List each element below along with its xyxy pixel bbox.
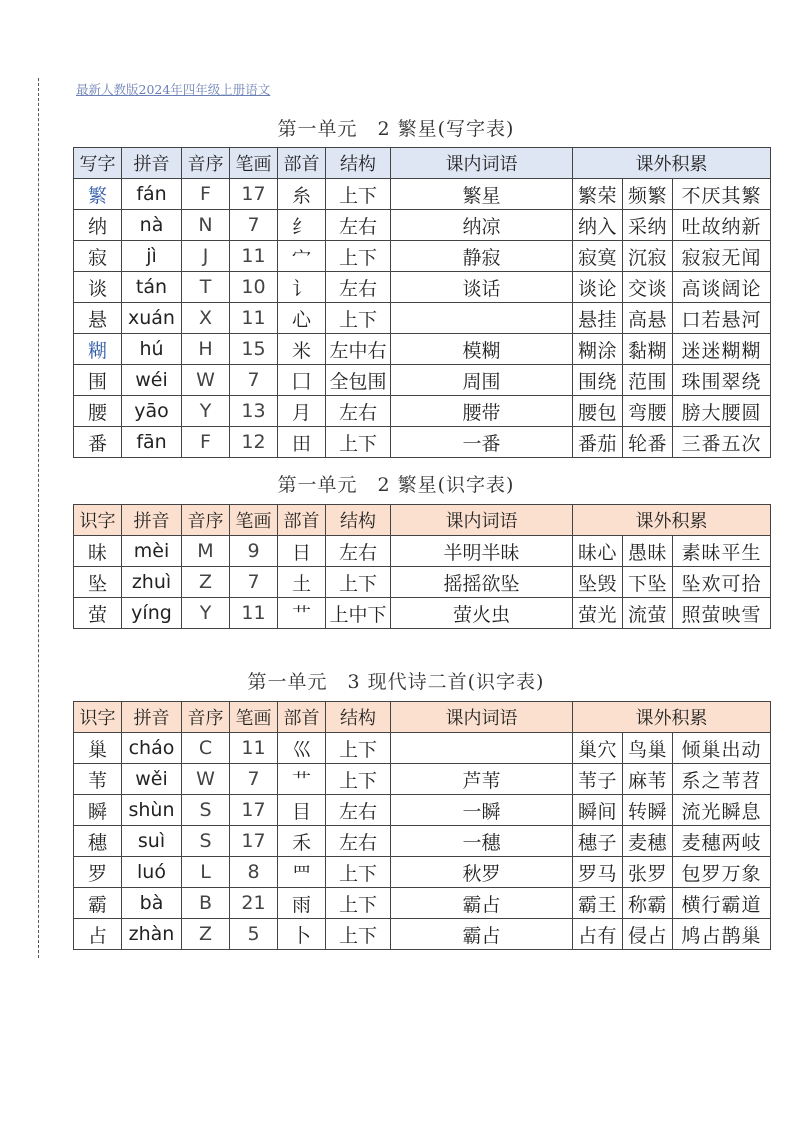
- radical-cell: 糸: [278, 179, 326, 210]
- char-cell: 苇: [74, 764, 122, 795]
- extra-word-cell: 交谈: [623, 272, 673, 303]
- section-title-3: 第一单元 3 现代诗二首(识字表): [247, 671, 545, 693]
- extra-word-cell: 坠毁: [573, 567, 623, 598]
- radical-cell: 讠: [278, 272, 326, 303]
- extra-word-cell: 繁荣: [573, 179, 623, 210]
- char-cell: 谈: [74, 272, 122, 303]
- header-structure: 结构: [326, 702, 391, 733]
- table-row: [74, 536, 771, 567]
- table-row: [74, 427, 771, 458]
- extra-word-cell: 流萤: [623, 598, 673, 629]
- radical-cell: 米: [278, 334, 326, 365]
- header-order: 音序: [182, 702, 230, 733]
- order-cell: Y: [182, 598, 230, 629]
- char-cell: 巢: [74, 733, 122, 764]
- extra-word-cell: 纳入: [573, 210, 623, 241]
- extra-idiom-cell: 迷迷糊糊: [673, 334, 771, 365]
- word-cell: 纳凉: [391, 210, 573, 241]
- char-cell: 悬: [74, 303, 122, 334]
- word-cell: 摇摇欲坠: [391, 567, 573, 598]
- extra-word-cell: 频繁: [623, 179, 673, 210]
- radical-cell: 心: [278, 303, 326, 334]
- structure-cell: 左右: [326, 536, 391, 567]
- pinyin-cell: yíng: [122, 598, 182, 629]
- table-row: [74, 272, 771, 303]
- header-row: [74, 505, 771, 536]
- structure-cell: 上下: [326, 919, 391, 950]
- table-row: [74, 396, 771, 427]
- char-cell: 糊: [74, 334, 122, 365]
- extra-word-cell: 鸟巢: [623, 733, 673, 764]
- section-title-1: 第一单元 2 繁星(写字表): [277, 118, 515, 140]
- radical-cell: 月: [278, 396, 326, 427]
- word-cell: 静寂: [391, 241, 573, 272]
- header-extra: 课外积累: [573, 702, 771, 733]
- extra-word-cell: 罗马: [573, 857, 623, 888]
- header-extra: 课外积累: [573, 148, 771, 179]
- order-cell: H: [182, 334, 230, 365]
- extra-word-cell: 苇子: [573, 764, 623, 795]
- header-char: 识字: [74, 505, 122, 536]
- section-title-2: 第一单元 2 繁星(识字表): [277, 474, 515, 496]
- radical-cell: 宀: [278, 241, 326, 272]
- char-cell: 占: [74, 919, 122, 950]
- strokes-cell: 21: [230, 888, 278, 919]
- strokes-cell: 9: [230, 536, 278, 567]
- word-cell: 模糊: [391, 334, 573, 365]
- header-row: [74, 702, 771, 733]
- char-cell: 坠: [74, 567, 122, 598]
- header-pinyin: 拼音: [122, 702, 182, 733]
- extra-word-cell: 霸王: [573, 888, 623, 919]
- structure-cell: 左右: [326, 826, 391, 857]
- structure-cell: 上下: [326, 764, 391, 795]
- order-cell: S: [182, 795, 230, 826]
- read-table-fanxing: [73, 504, 771, 629]
- strokes-cell: 17: [230, 826, 278, 857]
- table-row: [74, 241, 771, 272]
- radical-cell: 雨: [278, 888, 326, 919]
- strokes-cell: 5: [230, 919, 278, 950]
- extra-word-cell: 谈论: [573, 272, 623, 303]
- radical-cell: 纟: [278, 210, 326, 241]
- order-cell: J: [182, 241, 230, 272]
- char-cell: 瞬: [74, 795, 122, 826]
- order-cell: W: [182, 365, 230, 396]
- extra-word-cell: 萤光: [573, 598, 623, 629]
- extra-word-cell: 侵占: [623, 919, 673, 950]
- extra-word-cell: 采纳: [623, 210, 673, 241]
- extra-word-cell: 张罗: [623, 857, 673, 888]
- word-cell: [391, 303, 573, 334]
- order-cell: X: [182, 303, 230, 334]
- radical-cell: 卜: [278, 919, 326, 950]
- extra-word-cell: 围绕: [573, 365, 623, 396]
- strokes-cell: 12: [230, 427, 278, 458]
- order-cell: L: [182, 857, 230, 888]
- word-cell: 霸占: [391, 888, 573, 919]
- word-cell: 谈话: [391, 272, 573, 303]
- order-cell: F: [182, 179, 230, 210]
- pinyin-cell: wéi: [122, 365, 182, 396]
- char-cell: 萤: [74, 598, 122, 629]
- pinyin-cell: nà: [122, 210, 182, 241]
- order-cell: W: [182, 764, 230, 795]
- word-cell: 芦苇: [391, 764, 573, 795]
- pinyin-cell: shùn: [122, 795, 182, 826]
- order-cell: M: [182, 536, 230, 567]
- extra-idiom-cell: 倾巢出动: [673, 733, 771, 764]
- radical-cell: 囗: [278, 365, 326, 396]
- extra-idiom-cell: 麦穗两岐: [673, 826, 771, 857]
- strokes-cell: 7: [230, 764, 278, 795]
- word-cell: 一番: [391, 427, 573, 458]
- pinyin-cell: fán: [122, 179, 182, 210]
- header-pinyin: 拼音: [122, 505, 182, 536]
- table-row: [74, 334, 771, 365]
- structure-cell: 左右: [326, 795, 391, 826]
- structure-cell: 上下: [326, 567, 391, 598]
- order-cell: F: [182, 427, 230, 458]
- word-cell: 秋罗: [391, 857, 573, 888]
- strokes-cell: 11: [230, 241, 278, 272]
- radical-cell: 艹: [278, 764, 326, 795]
- extra-word-cell: 番茄: [573, 427, 623, 458]
- header-structure: 结构: [326, 505, 391, 536]
- radical-cell: 罒: [278, 857, 326, 888]
- structure-cell: 上下: [326, 179, 391, 210]
- header-strokes: 笔画: [230, 148, 278, 179]
- extra-word-cell: 愚昧: [623, 536, 673, 567]
- header-char: 识字: [74, 702, 122, 733]
- char-cell: 昧: [74, 536, 122, 567]
- pinyin-cell: fān: [122, 427, 182, 458]
- table-row: [74, 598, 771, 629]
- order-cell: B: [182, 888, 230, 919]
- extra-idiom-cell: 口若悬河: [673, 303, 771, 334]
- extra-word-cell: 悬挂: [573, 303, 623, 334]
- extra-word-cell: 糊涂: [573, 334, 623, 365]
- extra-word-cell: 黏糊: [623, 334, 673, 365]
- extra-word-cell: 转瞬: [623, 795, 673, 826]
- structure-cell: 上下: [326, 303, 391, 334]
- extra-idiom-cell: 不厌其繁: [673, 179, 771, 210]
- pinyin-cell: cháo: [122, 733, 182, 764]
- pinyin-cell: xuán: [122, 303, 182, 334]
- extra-idiom-cell: 珠围翠绕: [673, 365, 771, 396]
- char-cell: 穗: [74, 826, 122, 857]
- table-row: [74, 888, 771, 919]
- order-cell: C: [182, 733, 230, 764]
- pinyin-cell: bà: [122, 888, 182, 919]
- strokes-cell: 10: [230, 272, 278, 303]
- pinyin-cell: hú: [122, 334, 182, 365]
- word-cell: 霸占: [391, 919, 573, 950]
- margin-dashed-line: [38, 78, 39, 958]
- extra-idiom-cell: 膀大腰圆: [673, 396, 771, 427]
- pinyin-cell: yāo: [122, 396, 182, 427]
- structure-cell: 左中右: [326, 334, 391, 365]
- pinyin-cell: zhuì: [122, 567, 182, 598]
- strokes-cell: 11: [230, 598, 278, 629]
- extra-idiom-cell: 照萤映雪: [673, 598, 771, 629]
- extra-idiom-cell: 鸠占鹊巢: [673, 919, 771, 950]
- structure-cell: 上下: [326, 857, 391, 888]
- header-radical: 部首: [278, 702, 326, 733]
- table-row: [74, 179, 771, 210]
- extra-word-cell: 下坠: [623, 567, 673, 598]
- extra-word-cell: 称霸: [623, 888, 673, 919]
- header-words: 课内词语: [391, 148, 573, 179]
- char-cell: 罗: [74, 857, 122, 888]
- read-table-poems: [73, 701, 771, 950]
- structure-cell: 全包围: [326, 365, 391, 396]
- char-cell: 围: [74, 365, 122, 396]
- order-cell: S: [182, 826, 230, 857]
- word-cell: 周围: [391, 365, 573, 396]
- order-cell: N: [182, 210, 230, 241]
- radical-cell: 目: [278, 795, 326, 826]
- write-table-fanxing: [73, 147, 771, 458]
- extra-word-cell: 穗子: [573, 826, 623, 857]
- table-row: [74, 764, 771, 795]
- pinyin-cell: zhàn: [122, 919, 182, 950]
- table-row: [74, 210, 771, 241]
- table-row: [74, 365, 771, 396]
- char-cell: 霸: [74, 888, 122, 919]
- strokes-cell: 7: [230, 567, 278, 598]
- header-strokes: 笔画: [230, 702, 278, 733]
- table-row: [74, 919, 771, 950]
- word-cell: 一瞬: [391, 795, 573, 826]
- structure-cell: 上下: [326, 888, 391, 919]
- char-cell: 繁: [74, 179, 122, 210]
- structure-cell: 左右: [326, 396, 391, 427]
- extra-idiom-cell: 系之苇苕: [673, 764, 771, 795]
- extra-word-cell: 瞬间: [573, 795, 623, 826]
- extra-word-cell: 轮番: [623, 427, 673, 458]
- header-extra: 课外积累: [573, 505, 771, 536]
- header-radical: 部首: [278, 148, 326, 179]
- char-cell: 腰: [74, 396, 122, 427]
- strokes-cell: 17: [230, 179, 278, 210]
- order-cell: Y: [182, 396, 230, 427]
- char-cell: 番: [74, 427, 122, 458]
- structure-cell: 上中下: [326, 598, 391, 629]
- header-words: 课内词语: [391, 505, 573, 536]
- order-cell: Z: [182, 919, 230, 950]
- header-link[interactable]: 最新人教版2024年四年级上册语文: [76, 82, 271, 97]
- word-cell: 繁星: [391, 179, 573, 210]
- radical-cell: 土: [278, 567, 326, 598]
- radical-cell: 禾: [278, 826, 326, 857]
- pinyin-cell: wěi: [122, 764, 182, 795]
- extra-idiom-cell: 素昧平生: [673, 536, 771, 567]
- extra-word-cell: 腰包: [573, 396, 623, 427]
- header-words: 课内词语: [391, 702, 573, 733]
- strokes-cell: 8: [230, 857, 278, 888]
- extra-word-cell: 沉寂: [623, 241, 673, 272]
- extra-idiom-cell: 横行霸道: [673, 888, 771, 919]
- header-structure: 结构: [326, 148, 391, 179]
- header-char: 写字: [74, 148, 122, 179]
- extra-idiom-cell: 包罗万象: [673, 857, 771, 888]
- extra-idiom-cell: 流光瞬息: [673, 795, 771, 826]
- table-row: [74, 733, 771, 764]
- structure-cell: 上下: [326, 427, 391, 458]
- table-row: [74, 826, 771, 857]
- pinyin-cell: mèi: [122, 536, 182, 567]
- strokes-cell: 13: [230, 396, 278, 427]
- radical-cell: 日: [278, 536, 326, 567]
- extra-word-cell: 弯腰: [623, 396, 673, 427]
- extra-idiom-cell: 三番五次: [673, 427, 771, 458]
- radical-cell: 巛: [278, 733, 326, 764]
- extra-word-cell: 寂寞: [573, 241, 623, 272]
- extra-word-cell: 范围: [623, 365, 673, 396]
- table-row: [74, 303, 771, 334]
- extra-idiom-cell: 坠欢可拾: [673, 567, 771, 598]
- word-cell: [391, 733, 573, 764]
- char-cell: 寂: [74, 241, 122, 272]
- pinyin-cell: luó: [122, 857, 182, 888]
- table-row: [74, 567, 771, 598]
- pinyin-cell: suì: [122, 826, 182, 857]
- header-order: 音序: [182, 148, 230, 179]
- strokes-cell: 11: [230, 733, 278, 764]
- extra-word-cell: 昧心: [573, 536, 623, 567]
- strokes-cell: 7: [230, 210, 278, 241]
- header-strokes: 笔画: [230, 505, 278, 536]
- header-order: 音序: [182, 505, 230, 536]
- radical-cell: 艹: [278, 598, 326, 629]
- word-cell: 一穗: [391, 826, 573, 857]
- extra-word-cell: 巢穴: [573, 733, 623, 764]
- header-radical: 部首: [278, 505, 326, 536]
- extra-idiom-cell: 高谈阔论: [673, 272, 771, 303]
- structure-cell: 上下: [326, 241, 391, 272]
- table-row: [74, 795, 771, 826]
- pinyin-cell: tán: [122, 272, 182, 303]
- strokes-cell: 7: [230, 365, 278, 396]
- extra-word-cell: 麦穗: [623, 826, 673, 857]
- word-cell: 萤火虫: [391, 598, 573, 629]
- strokes-cell: 11: [230, 303, 278, 334]
- pinyin-cell: jì: [122, 241, 182, 272]
- extra-word-cell: 占有: [573, 919, 623, 950]
- header-row: [74, 148, 771, 179]
- char-cell: 纳: [74, 210, 122, 241]
- structure-cell: 左右: [326, 272, 391, 303]
- extra-word-cell: 麻苇: [623, 764, 673, 795]
- word-cell: 半明半昧: [391, 536, 573, 567]
- word-cell: 腰带: [391, 396, 573, 427]
- order-cell: T: [182, 272, 230, 303]
- strokes-cell: 17: [230, 795, 278, 826]
- order-cell: Z: [182, 567, 230, 598]
- header-pinyin: 拼音: [122, 148, 182, 179]
- structure-cell: 左右: [326, 210, 391, 241]
- strokes-cell: 15: [230, 334, 278, 365]
- extra-word-cell: 高悬: [623, 303, 673, 334]
- extra-idiom-cell: 吐故纳新: [673, 210, 771, 241]
- extra-idiom-cell: 寂寂无闻: [673, 241, 771, 272]
- radical-cell: 田: [278, 427, 326, 458]
- structure-cell: 上下: [326, 733, 391, 764]
- table-row: [74, 857, 771, 888]
